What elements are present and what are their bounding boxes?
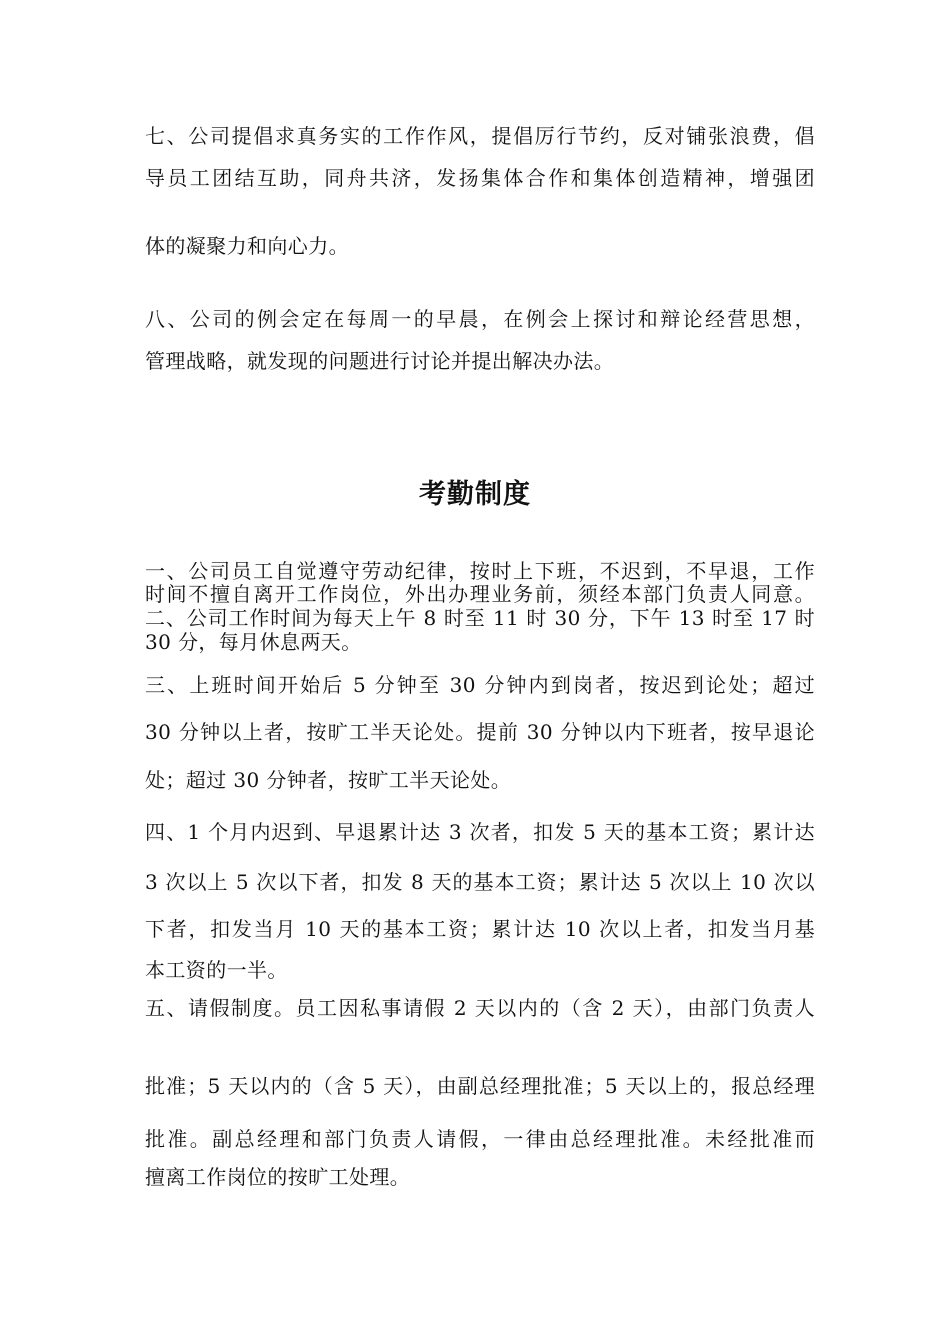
rule-5-line-2: 批准；5 天以内的（含 5 天），由副总经理批准；5 天以上的，报总经理: [145, 1074, 815, 1098]
paragraph-7-line-2: 导员工团结互助，同舟共济，发扬集体合作和集体创造精神，增强团: [145, 166, 815, 190]
rule-4-line-3: 下者，扣发当月 10 天的基本工资；累计达 10 次以上者，扣发当月基: [145, 917, 815, 941]
rule-4-line-2: 3 次以上 5 次以下者，扣发 8 天的基本工资；累计达 5 次以上 10 次以: [145, 870, 815, 894]
paragraph-8-line-2: 管理战略，就发现的问题进行讨论并提出解决办法。: [145, 349, 615, 373]
rule-4-line-4: 本工资的一半。: [145, 958, 288, 982]
rule-2-line-2: 30 分，每月休息两天。: [145, 630, 362, 654]
rule-1-line-1: 一、公司员工自觉遵守劳动纪律，按时上下班，不迟到，不早退，工作: [145, 559, 815, 583]
rule-1-line-2: 时间不擅自离开工作岗位，外出办理业务前，须经本部门负责人同意。: [145, 582, 815, 606]
rule-3-line-3: 处；超过 30 分钟者，按旷工半天论处。: [145, 768, 512, 792]
paragraph-7-line-3: 体的凝聚力和向心力。: [145, 234, 349, 258]
rule-3-line-1: 三、上班时间开始后 5 分钟至 30 分钟内到岗者，按迟到论处；超过: [145, 673, 815, 697]
rule-4-line-1: 四、1 个月内迟到、早退累计达 3 次者，扣发 5 天的基本工资；累计达: [145, 820, 815, 844]
rule-2-line-1: 二、公司工作时间为每天上午 8 时至 11 时 30 分，下午 13 时至 17 时: [145, 606, 815, 630]
paragraph-8-line-1: 八、公司的例会定在每周一的早晨，在例会上探讨和辩论经营思想，: [145, 307, 815, 331]
rule-5-line-3: 批准。副总经理和部门负责人请假，一律由总经理批准。未经批准而: [145, 1127, 815, 1151]
rule-5-line-1: 五、请假制度。员工因私事请假 2 天以内的（含 2 天），由部门负责人: [145, 996, 815, 1020]
rule-5-line-4: 擅离工作岗位的按旷工处理。: [145, 1165, 411, 1189]
rule-3-line-2: 30 分钟以上者，按旷工半天论处。提前 30 分钟以内下班者，按早退论: [145, 720, 815, 744]
paragraph-7-line-1: 七、公司提倡求真务实的工作作风，提倡厉行节约，反对铺张浪费，倡: [145, 124, 815, 148]
attendance-title: 考勤制度: [419, 479, 531, 510]
